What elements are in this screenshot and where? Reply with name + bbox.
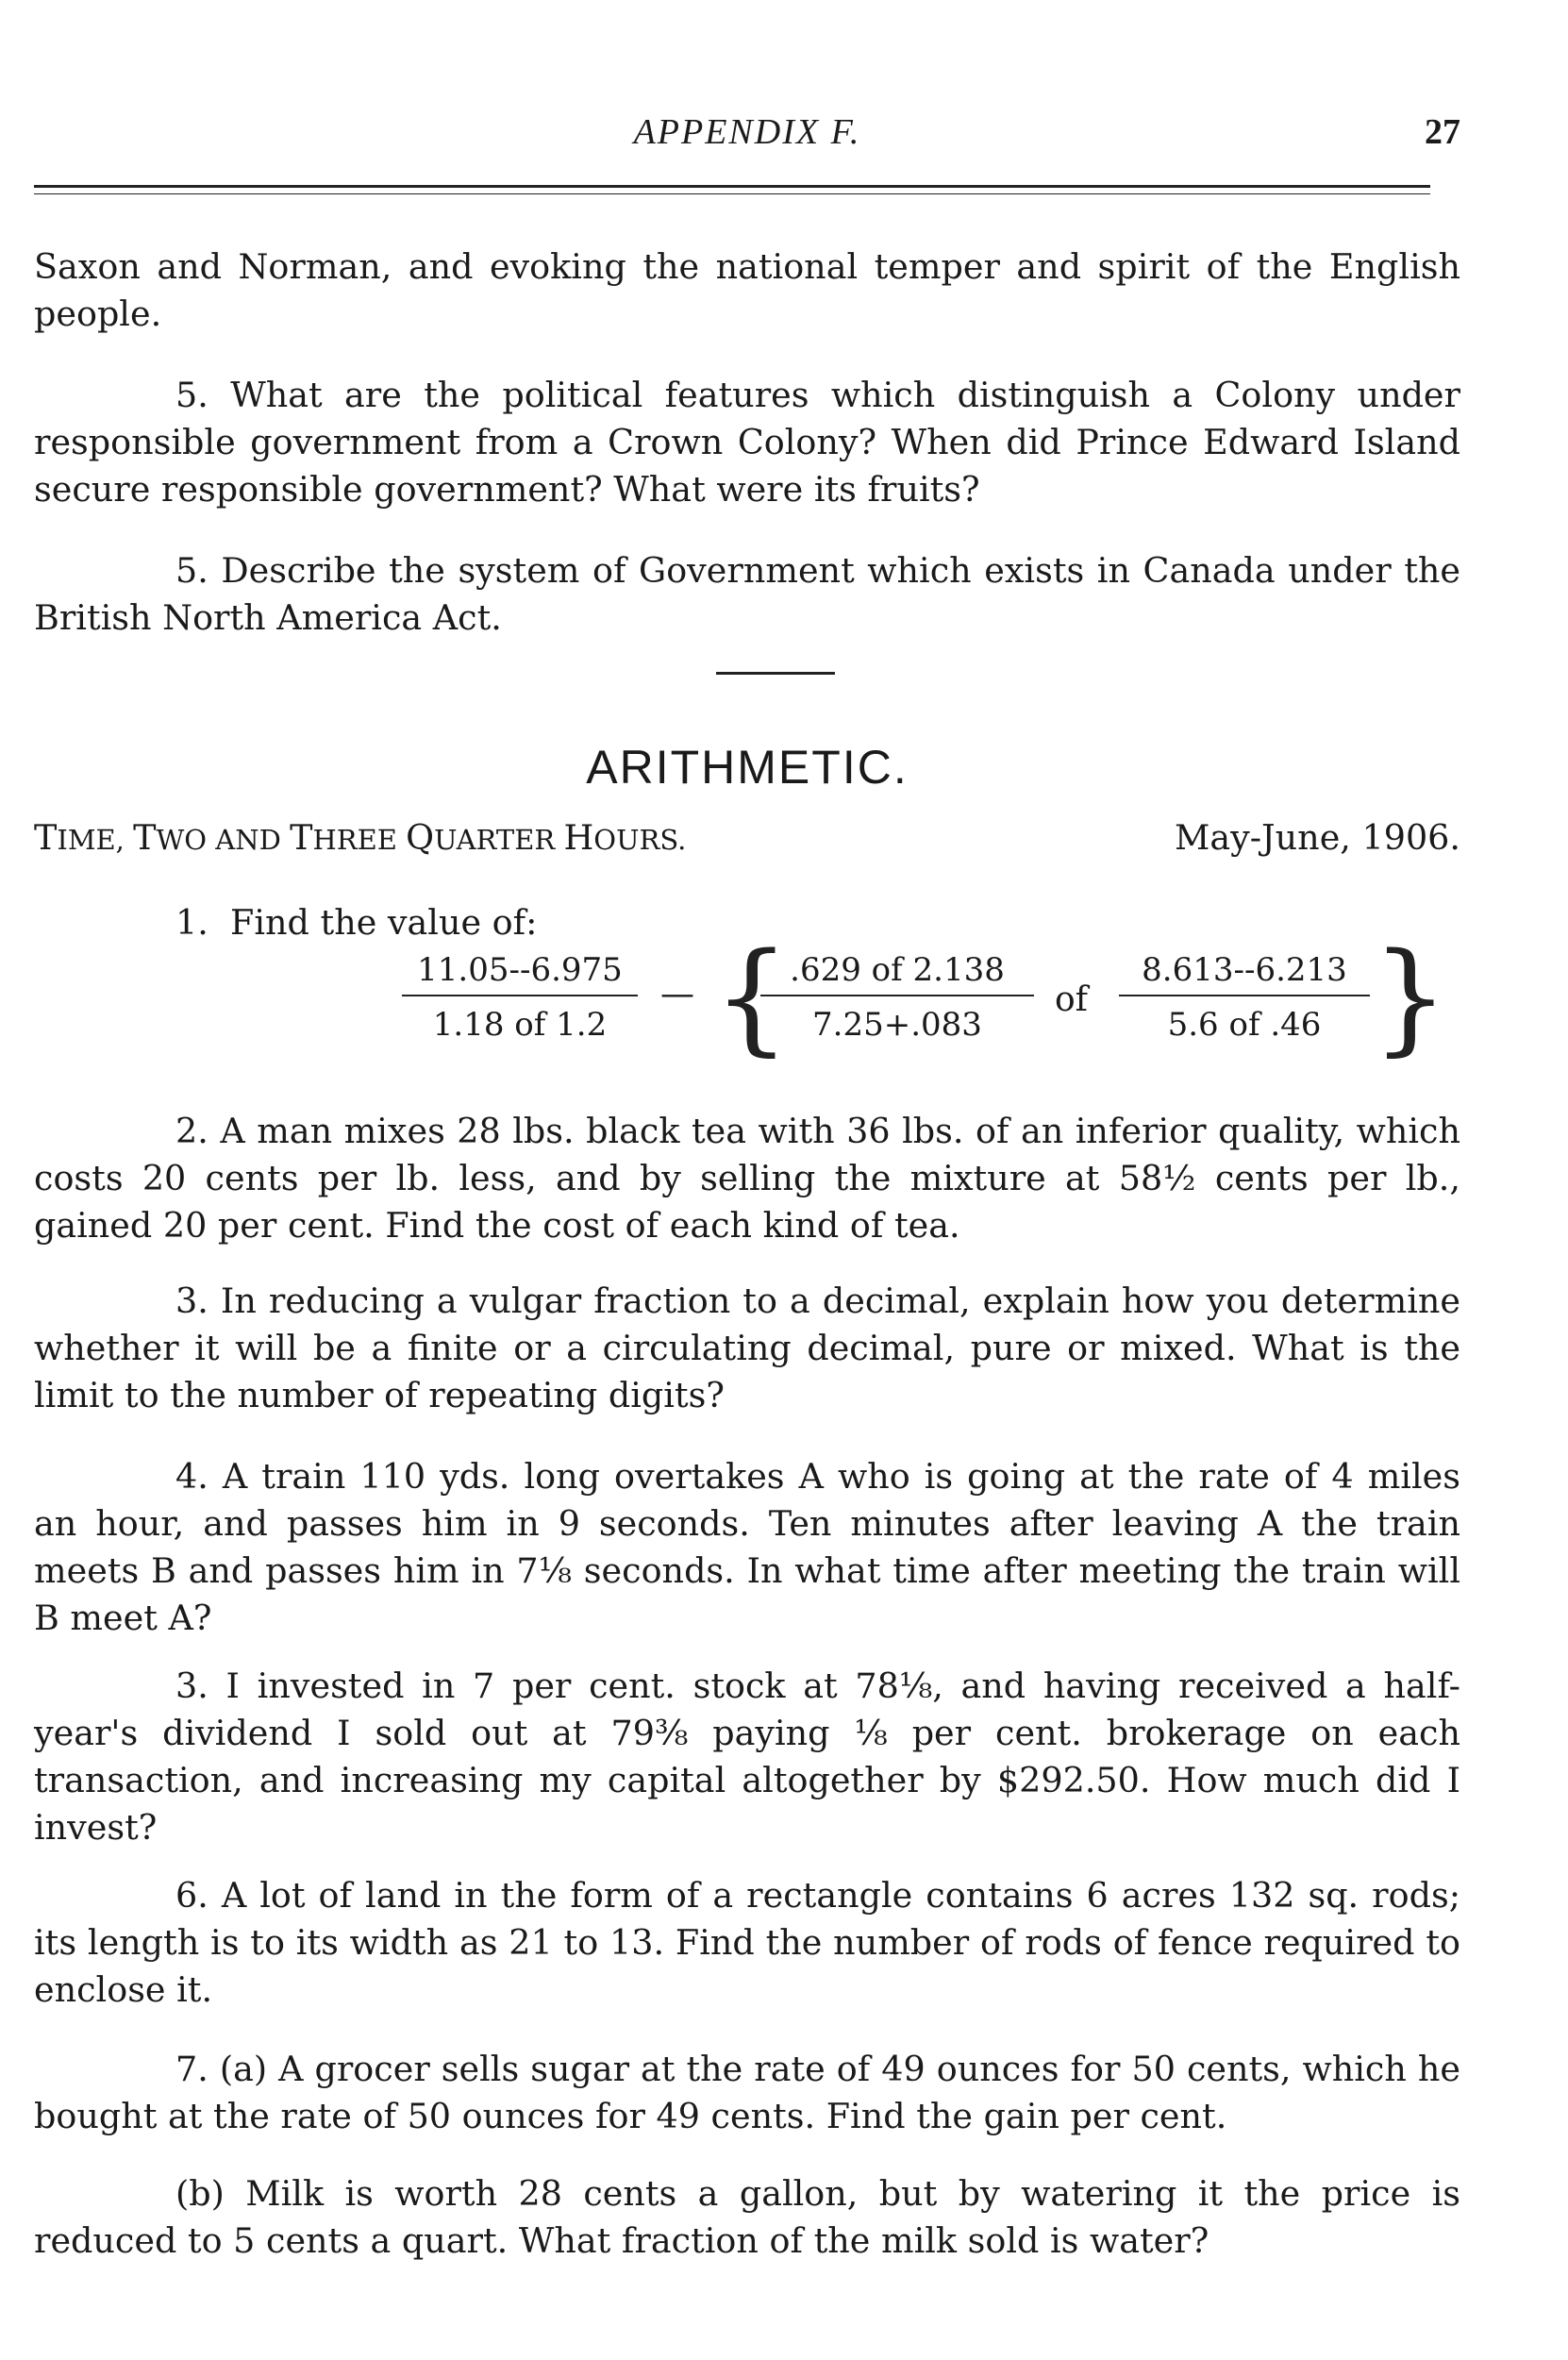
math-expression (34, 928, 1460, 1093)
question-number: 3. (175, 1280, 209, 1321)
right-brace: } (1372, 928, 1449, 1068)
question-1-prompt (175, 902, 537, 943)
continuation-paragraph: Saxon and Norman, and evoking the national temper and spirit of the English people. (34, 246, 1460, 334)
question-text: What are the political features which distinguish a Colony under responsible government from a Crown Colony? When did Prince Edward Island secure responsible government? What were its fruits? (34, 375, 1460, 510)
question-text: A lot of land in the form of a rectangle contains 6 acres 132 sq. rods; its length is to its width as 21 to 13. Find the number of rods of fence required to enclose it. (34, 1875, 1460, 2010)
question-number: 5. (175, 550, 209, 591)
question-text: In reducing a vulgar fraction to a decimal, explain how you determine whether it will be a finite or a circulating decimal, pure or mixed. What is the limit to the number of repeating digits? (34, 1280, 1460, 1415)
exam-time: TIME, TWO AND THREE QUARTER HOURS. (34, 817, 687, 858)
left-brace: { (713, 928, 791, 1068)
question-paragraph (34, 547, 1460, 642)
fraction-2: .629 of 2.138 7.25+.083 (760, 951, 1034, 1044)
question-text: (b) Milk is worth 28 cents a gallon, but by watering it the price is reduced to 5 cents a quart. What fraction of the milk sold is water? (34, 2173, 1460, 2261)
running-head (34, 111, 1460, 168)
question-paragraph (34, 1663, 1460, 1851)
section-divider (716, 672, 835, 675)
question-number: 5. (175, 375, 209, 415)
section-title: ARITHMETIC. (586, 741, 909, 794)
question-text: (a) A grocer sells sugar at the rate of 49 ounces for 50 cents, which he bought at the rate of 50 ounces for 49 cents. Find the gain per cent. (34, 2049, 1461, 2136)
header-rule (34, 185, 1430, 194)
question-paragraph (34, 1453, 1460, 1642)
question-text: A man mixes 28 lbs. black tea with 36 lbs. of an inferior quality, which costs 20 cents per lb. less, and by selling the mixture at 58½ cents per lb., gained 20 per cent. Find the cost of each kind of tea. (34, 1111, 1460, 1246)
question-text: A train 110 yds. long overtakes A who is going at the rate of 4 miles an hour, and passes him in 9 seconds. Ten minutes after leaving A the train meets B and passes him in 7⅛ seconds. In what time after meeting the train will B meet A? (34, 1456, 1460, 1638)
exam-date: May-June, 1906. (1174, 817, 1460, 858)
running-title: APPENDIX F. (633, 112, 861, 152)
question-paragraph (34, 1872, 1460, 2014)
question-paragraph (34, 372, 1460, 513)
question-paragraph (34, 1278, 1460, 1419)
question-number: 7. (175, 2049, 209, 2089)
question-number: 6. (175, 1875, 209, 1916)
question-paragraph (34, 2170, 1460, 2265)
question-text: Find the value of: (230, 902, 538, 943)
question-paragraph (34, 1108, 1460, 1249)
question-number: 2. (175, 1111, 209, 1151)
question-paragraph (34, 2046, 1460, 2140)
document-page (34, 0, 1460, 2360)
question-number: 4. (175, 1456, 209, 1497)
fraction-3: 8.613--6.213 5.6 of .46 (1119, 951, 1370, 1044)
question-text: I invested in 7 per cent. stock at 78⅛, and having received a half-year's dividend I sold out at 79⅜ paying ⅛ per cent. brokerage on each transaction, and increasing my capital altogether by $292.50. How much did I invest? (34, 1665, 1460, 1848)
question-number: 1. (175, 902, 209, 943)
fraction-1: 11.05--6.975 1.18 of 1.2 (402, 951, 638, 1044)
question-number: 3. (175, 1665, 209, 1706)
page-number: 27 (1425, 112, 1460, 152)
minus-sign: — (660, 975, 694, 1013)
of-word: of (1055, 980, 1088, 1019)
question-text: Describe the system of Government which exists in Canada under the British North America Act. (34, 550, 1460, 638)
exam-meta (34, 817, 1460, 874)
